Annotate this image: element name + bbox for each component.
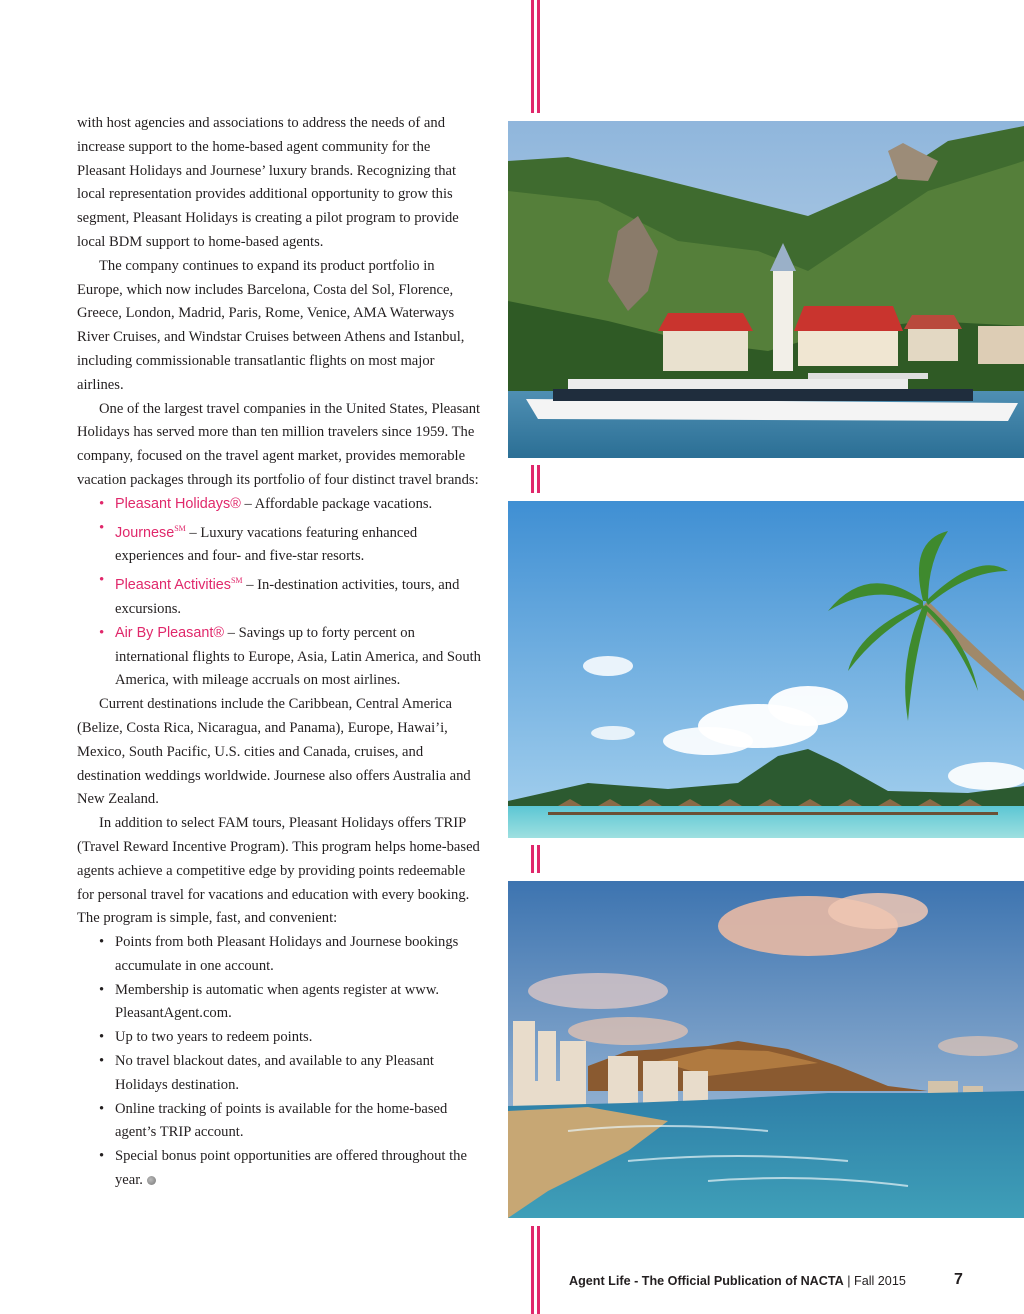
paragraph-destinations: Current destinations include the Caribbean, Central America (Belize, Costa Rica, Nicaragua, and Panama), Europe, Hawai’i, Mexico, South Pacific, U.S. cities and Canada, cruises, and destination weddings worldwide. Journese also offers Australia and New Zealand. xyxy=(77,696,471,808)
photo-bora-bora xyxy=(508,501,1024,838)
brand-name: Pleasant Holidays® xyxy=(115,495,241,512)
paragraph-company: One of the largest travel companies in the United States, Pleasant Holidays has served more than ten million travelers since 1959. The company, focused on the travel agent market, provides memorable vacation packages through its portfolio of four distinct travel brands: xyxy=(77,400,481,488)
list-item-text: Special bonus point opportunities are offered throughout the year. xyxy=(115,1148,467,1189)
list-item xyxy=(77,1050,482,1098)
list-item-text: Up to two years to redeem points. xyxy=(115,1029,313,1046)
trip-benefits-list xyxy=(77,931,482,1193)
page-footer xyxy=(569,1274,906,1288)
photo-river-cruise xyxy=(508,121,1024,458)
footer-separator: | xyxy=(843,1274,855,1288)
waikiki-diamond-head-icon xyxy=(508,881,1024,1218)
list-item xyxy=(77,931,482,979)
bullet-icon: • xyxy=(99,572,105,589)
bullet-icon: • xyxy=(99,624,105,641)
brand-description: – Luxury vacations featuring enhanced experiences and four- and five-star resorts. xyxy=(115,524,418,565)
publication-title: Agent Life - The Official Publication of NACTA xyxy=(569,1274,844,1288)
brand-name: Journese xyxy=(115,524,175,541)
double-rule-1 xyxy=(531,465,540,493)
bullet-icon: • xyxy=(99,1029,105,1046)
brand-description: – In-destination activities, tours, and excursions. xyxy=(115,577,460,617)
bullet-icon: • xyxy=(99,1100,105,1117)
bullet-icon: • xyxy=(99,519,105,536)
page-number: 7 xyxy=(954,1271,963,1288)
list-item xyxy=(77,622,482,693)
list-item-text: Points from both Pleasant Holidays and Journese bookings accumulate in one account. xyxy=(115,934,459,974)
issue-label: Fall 2015 xyxy=(854,1274,906,1288)
bullet-icon: • xyxy=(99,1148,105,1165)
end-of-article-icon xyxy=(147,1176,156,1185)
paragraph-europe: The company continues to expand its product portfolio in Europe, which now includes Barcelona, Costa del Sol, Florence, Greece, London, Madrid, Paris, Rome, Venice, AMA Waterways River Cruises, and Windstar Cruises between Athens and Istanbul, including commissionable transatlantic flights on most major airlines. xyxy=(77,257,465,393)
service-mark: SM xyxy=(230,576,243,586)
brand-name: Air By Pleasant® xyxy=(115,624,224,641)
brand-description: – Savings up to forty percent on international flights to Europe, Asia, Latin America, and South America, with mileage accruals on most airlines. xyxy=(115,624,481,689)
double-rule-bottom xyxy=(531,1226,540,1314)
list-item-text: Online tracking of points is available for the home-based agent’s TRIP account. xyxy=(115,1100,448,1141)
article-column xyxy=(77,112,482,1193)
photo-waikiki xyxy=(508,881,1024,1218)
brand-list xyxy=(77,493,482,693)
bullet-icon: • xyxy=(99,1053,105,1070)
service-mark: SM xyxy=(174,523,186,533)
bullet-icon: • xyxy=(99,981,105,998)
list-item-text: No travel blackout dates, and available to any Pleasant Holidays destination. xyxy=(115,1053,434,1093)
list-item xyxy=(77,569,482,622)
list-item xyxy=(77,979,482,1027)
bullet-icon: • xyxy=(99,934,105,951)
brand-description: – Affordable package vacations. xyxy=(240,495,433,512)
double-rule-top xyxy=(531,0,540,113)
list-item xyxy=(77,1098,482,1146)
paragraph-trip: In addition to select FAM tours, Pleasant Holidays offers TRIP (Travel Reward Incentive Program). This program helps home-based agents achieve a competitive edge by providing points redeemable for personal travel for vacations and education with every booking. The program is simple, fast, and convenient: xyxy=(77,815,480,927)
double-rule-2 xyxy=(531,845,540,873)
list-item xyxy=(77,517,482,570)
bullet-icon: • xyxy=(99,495,105,512)
list-item xyxy=(77,493,482,517)
list-item-text: Membership is automatic when agents register at www. PleasantAgent.com. xyxy=(115,981,440,1022)
list-item xyxy=(77,1145,482,1193)
list-item xyxy=(77,1026,482,1050)
palm-overwater-bungalows-icon xyxy=(508,501,1024,838)
brand-name: Pleasant Activities xyxy=(115,577,231,594)
river-cruise-village-icon xyxy=(508,121,1024,458)
paragraph-intro: with host agencies and associations to address the needs of and increase support to the home-based agent community for the Pleasant Holidays and Journese’ luxury brands. Recognizing that local representation provides additional opportunity to grow this segment, Pleasant Holidays is creating a pilot program to provide local BDM support to home-based agents. xyxy=(77,115,459,250)
